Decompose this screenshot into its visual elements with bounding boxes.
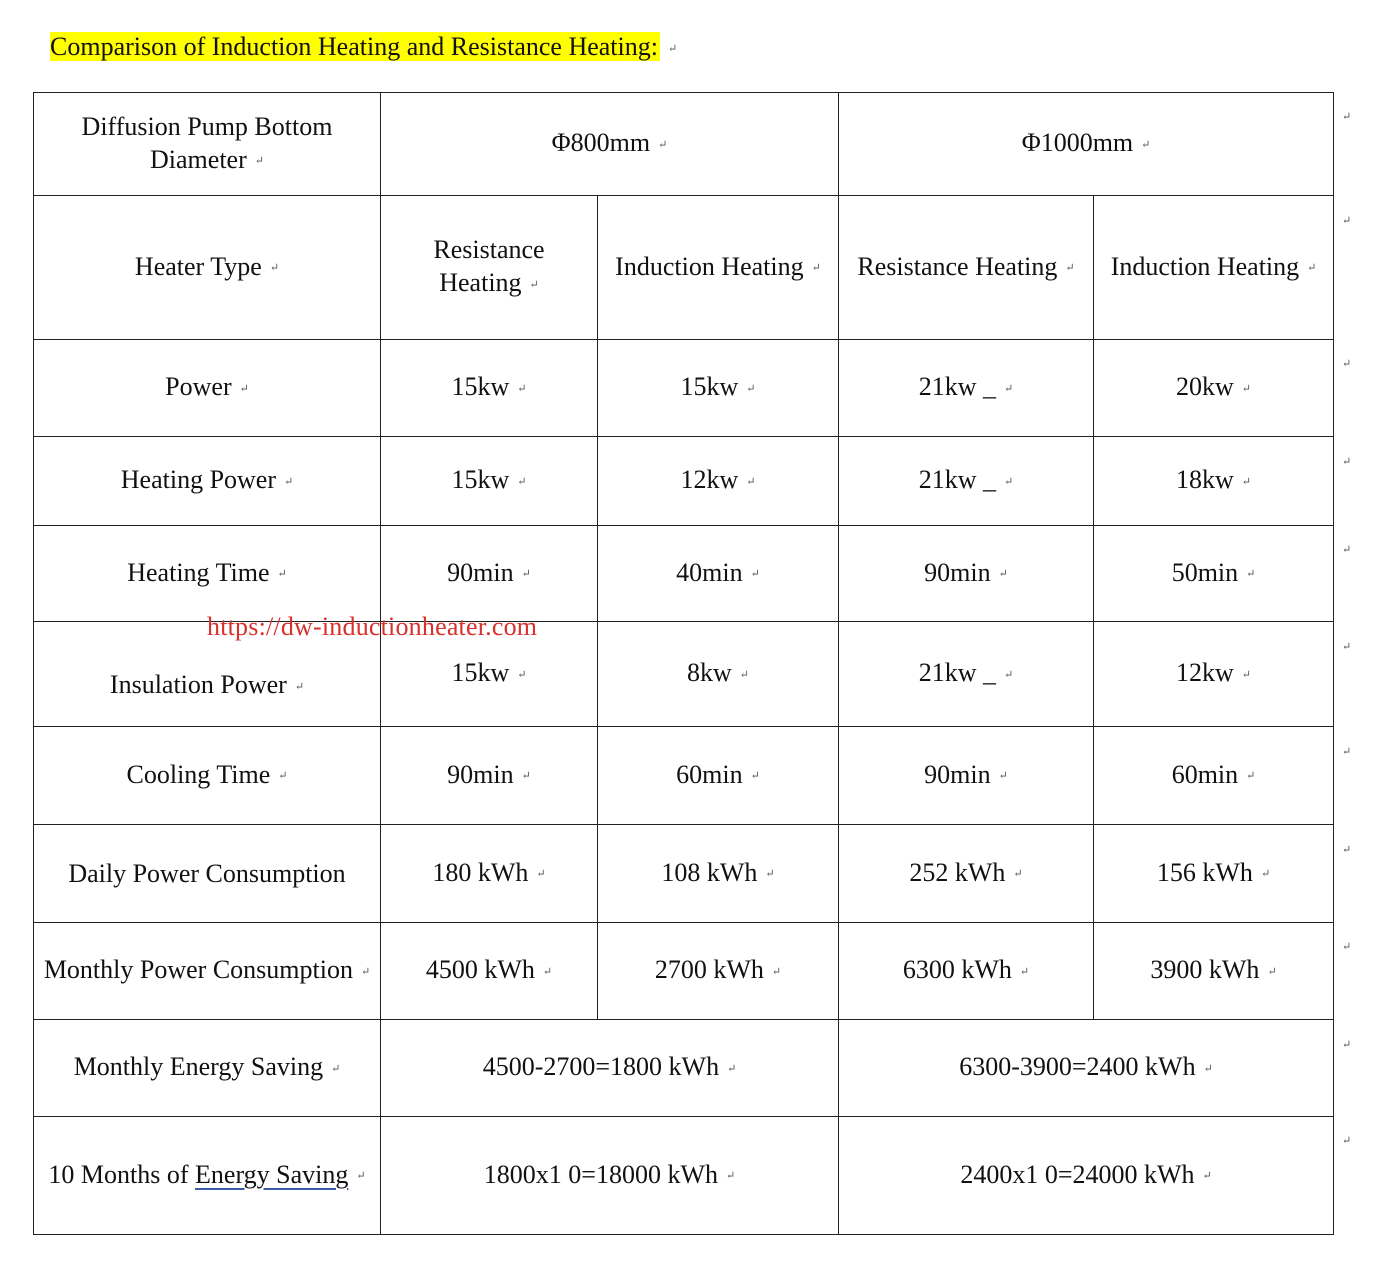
- value-cell: 90min ↵: [381, 526, 598, 622]
- value-cell: 21kw _ ↵: [839, 340, 1094, 437]
- d1000-header-cell: Φ1000mm ↵: [839, 93, 1334, 196]
- resistance-1000-header: Resistance Heating ↵: [839, 196, 1094, 340]
- row-label-cell: Cooling Time ↵: [34, 727, 381, 825]
- value-cell: 21kw _ ↵: [839, 437, 1094, 526]
- paragraph-mark-icon: ↵: [667, 43, 678, 56]
- resistance-800-header: Resistance Heating ↵: [381, 196, 598, 340]
- value-cell: 50min ↵: [1094, 526, 1334, 622]
- value-cell: 90min ↵: [839, 727, 1094, 825]
- value-cell: 108 kWh ↵: [598, 825, 839, 923]
- table-row: [34, 1020, 1334, 1117]
- row-end-mark-icon: ↵: [1342, 358, 1352, 370]
- document-title: [50, 30, 677, 66]
- row-label-cell: Monthly Power Consumption ↵: [34, 923, 381, 1020]
- value-cell: 156 kWh ↵: [1094, 825, 1334, 923]
- value-cell: 60min ↵: [598, 727, 839, 825]
- table-row: [34, 622, 1334, 727]
- monthly-saving-800-cell: 4500-2700=1800 kWh ↵: [381, 1020, 839, 1117]
- table-row: [34, 93, 1334, 196]
- row-end-mark-icon: ↵: [1342, 844, 1352, 856]
- watermark-url: https://dw-inductionheater.com: [207, 612, 538, 641]
- value-cell: 12kw ↵: [598, 437, 839, 526]
- value-cell: 20kw ↵: [1094, 340, 1334, 437]
- value-cell: 40min ↵: [598, 526, 839, 622]
- value-cell: 60min ↵: [1094, 727, 1334, 825]
- row-end-mark-icon: ↵: [1342, 1135, 1352, 1147]
- title-text: Comparison of Induction Heating and Resistance Heating:: [50, 32, 658, 61]
- value-cell: 90min ↵: [839, 526, 1094, 622]
- value-cell: 90min ↵: [381, 727, 598, 825]
- value-cell: 18kw ↵: [1094, 437, 1334, 526]
- value-cell: 3900 kWh ↵: [1094, 923, 1334, 1020]
- heater-type-label-cell: Heater Type ↵: [34, 196, 381, 340]
- diameter-label-cell: Diffusion Pump Bottom Diameter ↵: [34, 93, 381, 196]
- row-label-cell: Monthly Energy Saving ↵: [34, 1020, 381, 1117]
- value-cell: 180 kWh ↵: [381, 825, 598, 923]
- value-cell: 15kw ↵: [381, 437, 598, 526]
- table-row: [34, 825, 1334, 923]
- value-cell: 15kw ↵: [381, 340, 598, 437]
- table-row: [34, 196, 1334, 340]
- value-cell: 8kw ↵: [598, 622, 839, 727]
- row-label-cell: Power ↵: [34, 340, 381, 437]
- ten-month-1000-cell: 2400x1 0=24000 kWh ↵: [839, 1117, 1334, 1235]
- row-end-mark-icon: ↵: [1342, 456, 1352, 468]
- value-cell: 12kw ↵: [1094, 622, 1334, 727]
- row-end-mark-icon: ↵: [1342, 641, 1352, 653]
- row-end-mark-icon: ↵: [1342, 111, 1352, 123]
- value-cell: 15kw ↵: [381, 622, 598, 727]
- row-end-mark-icon: ↵: [1342, 544, 1352, 556]
- row-label-cell: Heating Power ↵: [34, 437, 381, 526]
- table-row: [34, 437, 1334, 526]
- d800-header-cell: Φ800mm ↵: [381, 93, 839, 196]
- row-end-mark-icon: ↵: [1342, 1039, 1352, 1051]
- row-label-cell: Heating Time ↵: [34, 526, 381, 622]
- value-cell: 252 kWh ↵: [839, 825, 1094, 923]
- row-label-cell: Daily Power Consumption: [34, 825, 381, 923]
- value-cell: 21kw _ ↵: [839, 622, 1094, 727]
- row-end-mark-icon: ↵: [1342, 941, 1352, 953]
- value-cell: 2700 kWh ↵: [598, 923, 839, 1020]
- monthly-saving-1000-cell: 6300-3900=2400 kWh ↵: [839, 1020, 1334, 1117]
- table-row: [34, 727, 1334, 825]
- induction-1000-header: Induction Heating ↵: [1094, 196, 1334, 340]
- ten-month-800-cell: 1800x1 0=18000 kWh ↵: [381, 1117, 839, 1235]
- comparison-table: [33, 92, 1334, 1235]
- table-row: [34, 526, 1334, 622]
- value-cell: 6300 kWh ↵: [839, 923, 1094, 1020]
- table-row: [34, 923, 1334, 1020]
- table-row: [34, 1117, 1334, 1235]
- value-cell: 15kw ↵: [598, 340, 839, 437]
- row-end-mark-icon: ↵: [1342, 215, 1352, 227]
- row-end-mark-icon: ↵: [1342, 746, 1352, 758]
- induction-800-header: Induction Heating ↵: [598, 196, 839, 340]
- row-label-cell: Insulation Power ↵: [34, 622, 381, 727]
- table-row: [34, 340, 1334, 437]
- row-label-cell: 10 Months of Energy Saving ↵: [34, 1117, 381, 1235]
- value-cell: 4500 kWh ↵: [381, 923, 598, 1020]
